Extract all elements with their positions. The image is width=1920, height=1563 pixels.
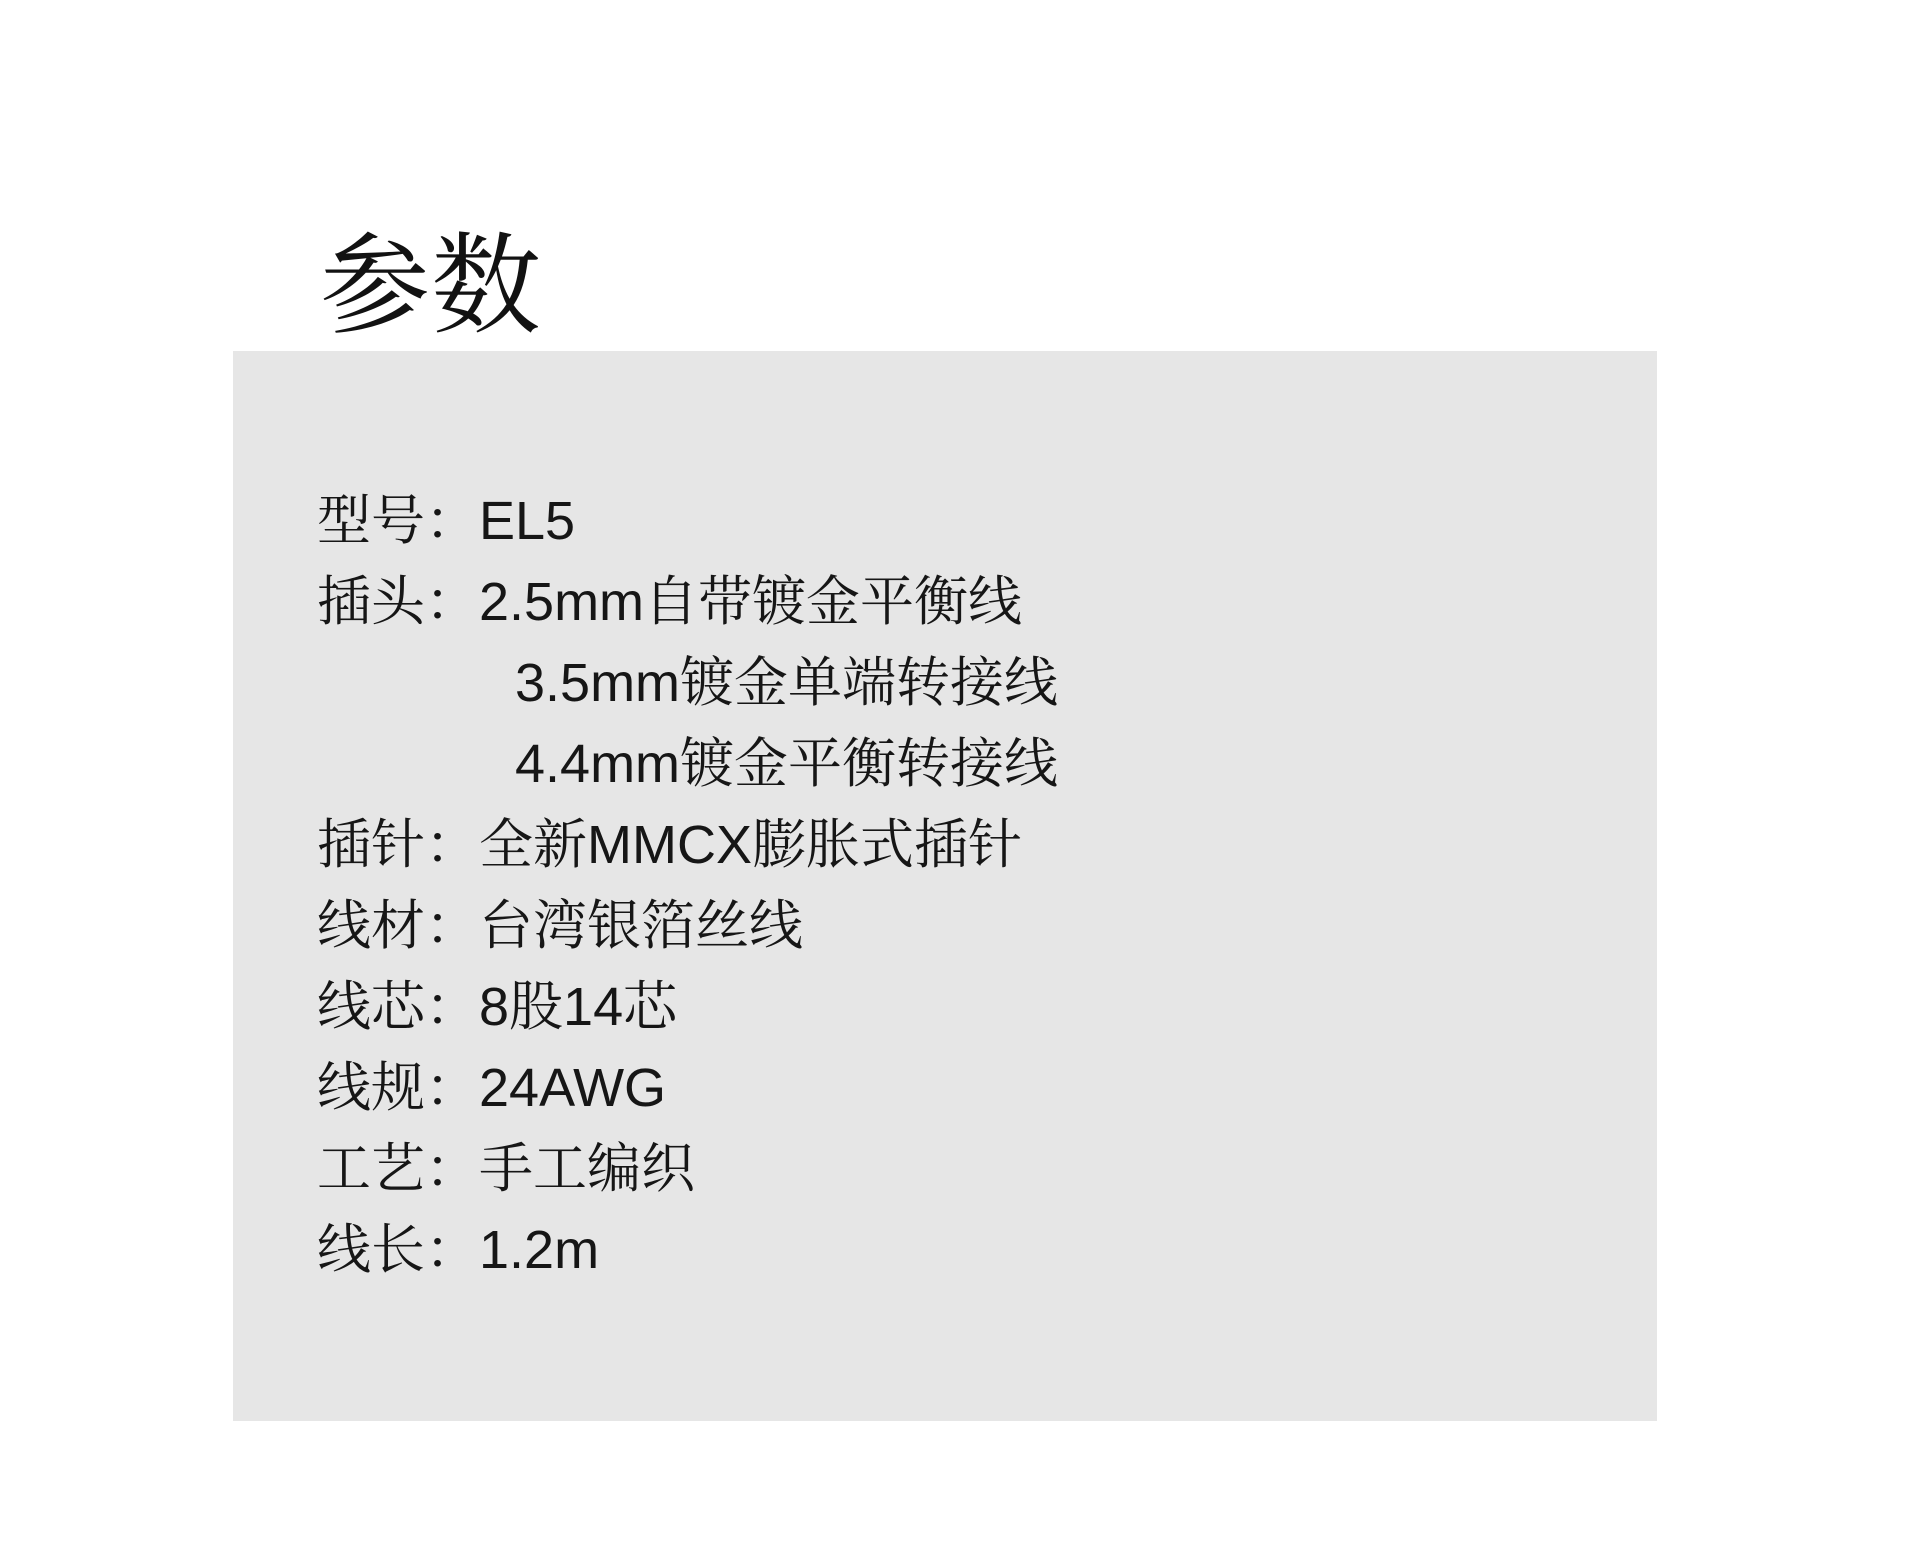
spec-label-text: 工艺: [317, 1139, 425, 1199]
spec-row-plug-35mm: [317, 643, 1597, 724]
spec-colon: ：: [425, 977, 479, 1037]
spec-label-text: 线规: [317, 1058, 425, 1118]
spec-value-model: EL5: [479, 491, 576, 551]
spec-row-wire-material: [317, 886, 1597, 967]
spec-row-plug-44mm: [317, 724, 1597, 805]
spec-colon: ：: [425, 1220, 479, 1280]
spec-value-wire-gauge: 24AWG: [479, 1058, 667, 1118]
spec-colon: ：: [425, 572, 479, 632]
spec-row-craft: [317, 1129, 1597, 1210]
spec-label-wire-gauge: [317, 1048, 479, 1129]
spec-row-pin: [317, 805, 1597, 886]
spec-label-wire-cores: [317, 967, 479, 1048]
spec-value-plug-44mm: 4.4mm镀金平衡转接线: [515, 734, 1059, 794]
spec-colon: ：: [425, 491, 479, 551]
spec-row-model: [317, 481, 1597, 562]
spec-value-plug-25mm: 2.5mm自带镀金平衡线: [479, 572, 1023, 632]
spec-label-text: 线长: [317, 1220, 425, 1280]
spec-value-pin: 全新MMCX膨胀式插针: [479, 815, 1022, 875]
spec-colon: ：: [425, 815, 479, 875]
spec-label-model: [317, 481, 479, 562]
spec-row-wire-gauge: [317, 1048, 1597, 1129]
spec-label-text: 插针: [317, 815, 425, 875]
spec-row-cable-length: [317, 1210, 1597, 1291]
spec-row-plug: [317, 562, 1597, 643]
spec-label-wire-material: [317, 886, 479, 967]
spec-label-text: 插头: [317, 572, 425, 632]
page-title: 参数: [320, 224, 542, 348]
spec-value-cable-length: 1.2m: [479, 1220, 600, 1280]
spec-value-plug-35mm: 3.5mm镀金单端转接线: [515, 653, 1059, 713]
spec-label-text: 型号: [317, 491, 425, 551]
spec-value-wire-material: 台湾银箔丝线: [479, 896, 803, 956]
spec-list: [317, 481, 1597, 1291]
spec-label-craft: [317, 1129, 479, 1210]
spec-label-cable-length: [317, 1210, 479, 1291]
spec-label-pin: [317, 805, 479, 886]
spec-value-craft: 手工编织: [479, 1139, 695, 1199]
spec-colon: ：: [425, 1139, 479, 1199]
spec-label-text: 线芯: [317, 977, 425, 1037]
spec-row-wire-cores: [317, 967, 1597, 1048]
spec-label-plug: [317, 562, 479, 643]
spec-label-text: 线材: [317, 896, 425, 956]
spec-value-wire-cores: 8股14芯: [479, 977, 678, 1037]
specs-panel: [233, 351, 1657, 1421]
spec-colon: ：: [425, 1058, 479, 1118]
spec-colon: ：: [425, 896, 479, 956]
